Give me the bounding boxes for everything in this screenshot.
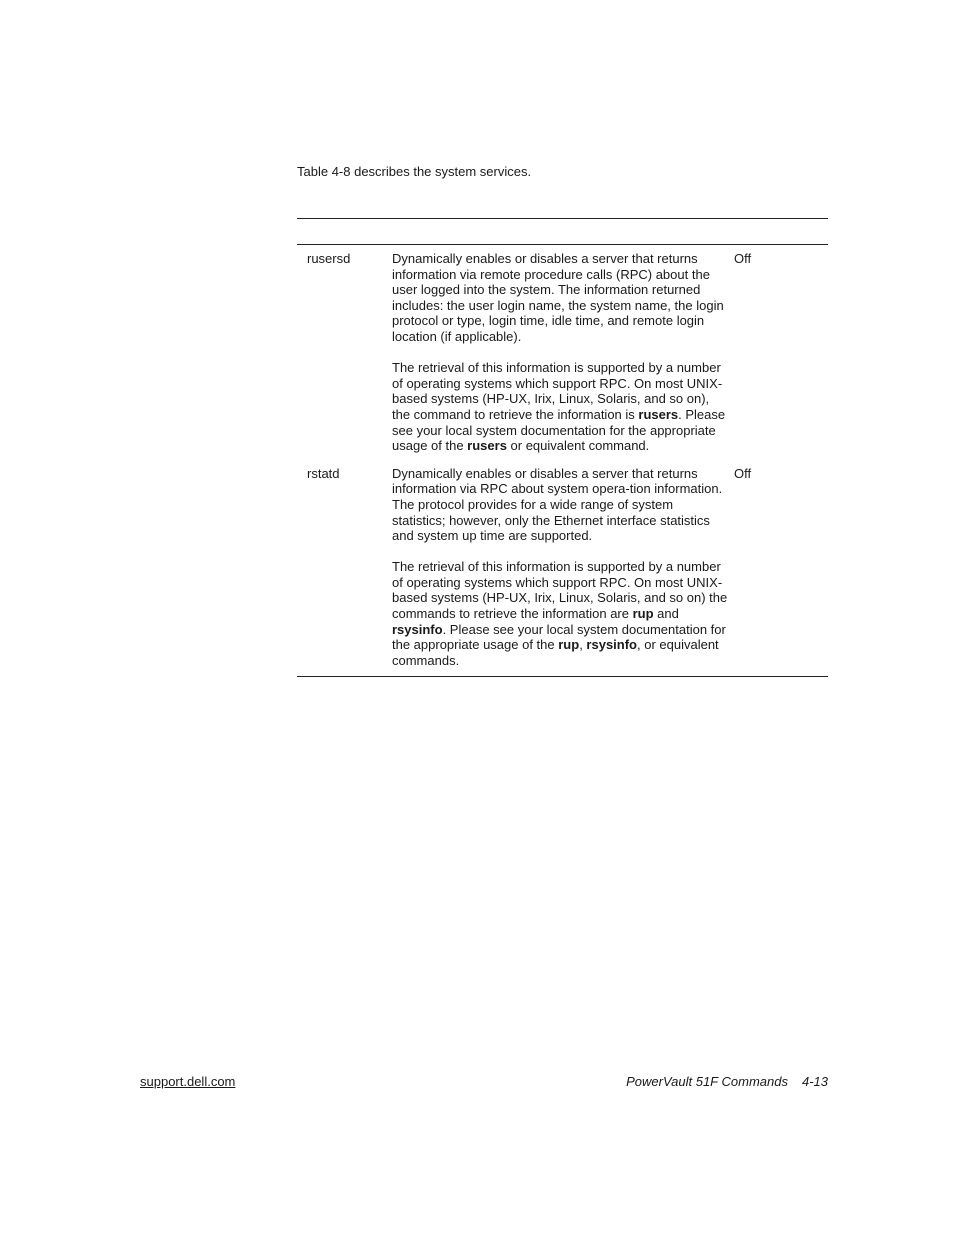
service-description	[392, 251, 729, 454]
text-run: . Please see your local system documentation for the appropriate usage of the	[392, 406, 726, 454]
text-run: The retrieval of this information is supported by a number of operating systems which support RPC. On most UNIX-based systems (HP-UX, Irix, Linux, Solaris, and so on) the commands to retrieve the information are	[392, 559, 728, 622]
page-number: 4-13	[801, 1074, 828, 1089]
command-name: rsysinfo	[586, 637, 637, 653]
table-row-rusersd	[297, 251, 828, 454]
service-default: Off	[734, 251, 752, 266]
command-name: rusers	[467, 438, 507, 454]
chapter-title: PowerVault 51F Commands	[626, 1074, 788, 1089]
footer-chapter	[626, 1074, 828, 1090]
table-header-row	[297, 219, 828, 245]
service-default: Off	[734, 465, 752, 481]
command-name: rup	[558, 637, 580, 653]
text-run: The retrieval of this information is supported by a number of operating systems which support RPC. On most UNIX-based systems (HP-UX, Irix, Linux, Solaris, and so on), the command to retrieve the information is	[392, 360, 723, 422]
text-run: . Please see your local system documentation for the appropriate usage of the	[392, 621, 726, 653]
service-name: rstatd	[307, 465, 340, 481]
command-name: rsysinfo	[392, 621, 443, 637]
text-run: and	[653, 606, 679, 622]
table-row-rstatd	[297, 466, 828, 669]
system-services-table	[297, 218, 828, 677]
table-bottom-rule	[297, 676, 828, 677]
description-paragraph	[392, 360, 729, 454]
text-run: ,	[579, 637, 587, 653]
command-name: rup	[632, 606, 654, 622]
text-run: or equivalent command.	[506, 438, 650, 454]
service-name: rusersd	[307, 251, 351, 266]
text-run: , or equivalent commands.	[392, 637, 719, 668]
description-paragraph	[392, 559, 729, 668]
command-name: rusers	[638, 406, 679, 422]
intro-text: Table 4-8 describes the system services.	[297, 164, 532, 179]
service-description	[392, 466, 729, 669]
description-paragraph: Dynamically enables or disables a server that returns information via RPC about system opera-tion information. The protocol provides for a wide range of system statistics; however, only the Ethernet interface statistics and system up time are supported.	[392, 465, 723, 544]
support-link[interactable]: support.dell.com	[140, 1074, 236, 1089]
description-paragraph: Dynamically enables or disables a server that returns information via remote procedure calls (RPC) about the user logged into the system. The information returned includes: the user login name, the system name, the login protocol or type, login time, idle time, and remote login location (if applicable).	[392, 251, 724, 344]
